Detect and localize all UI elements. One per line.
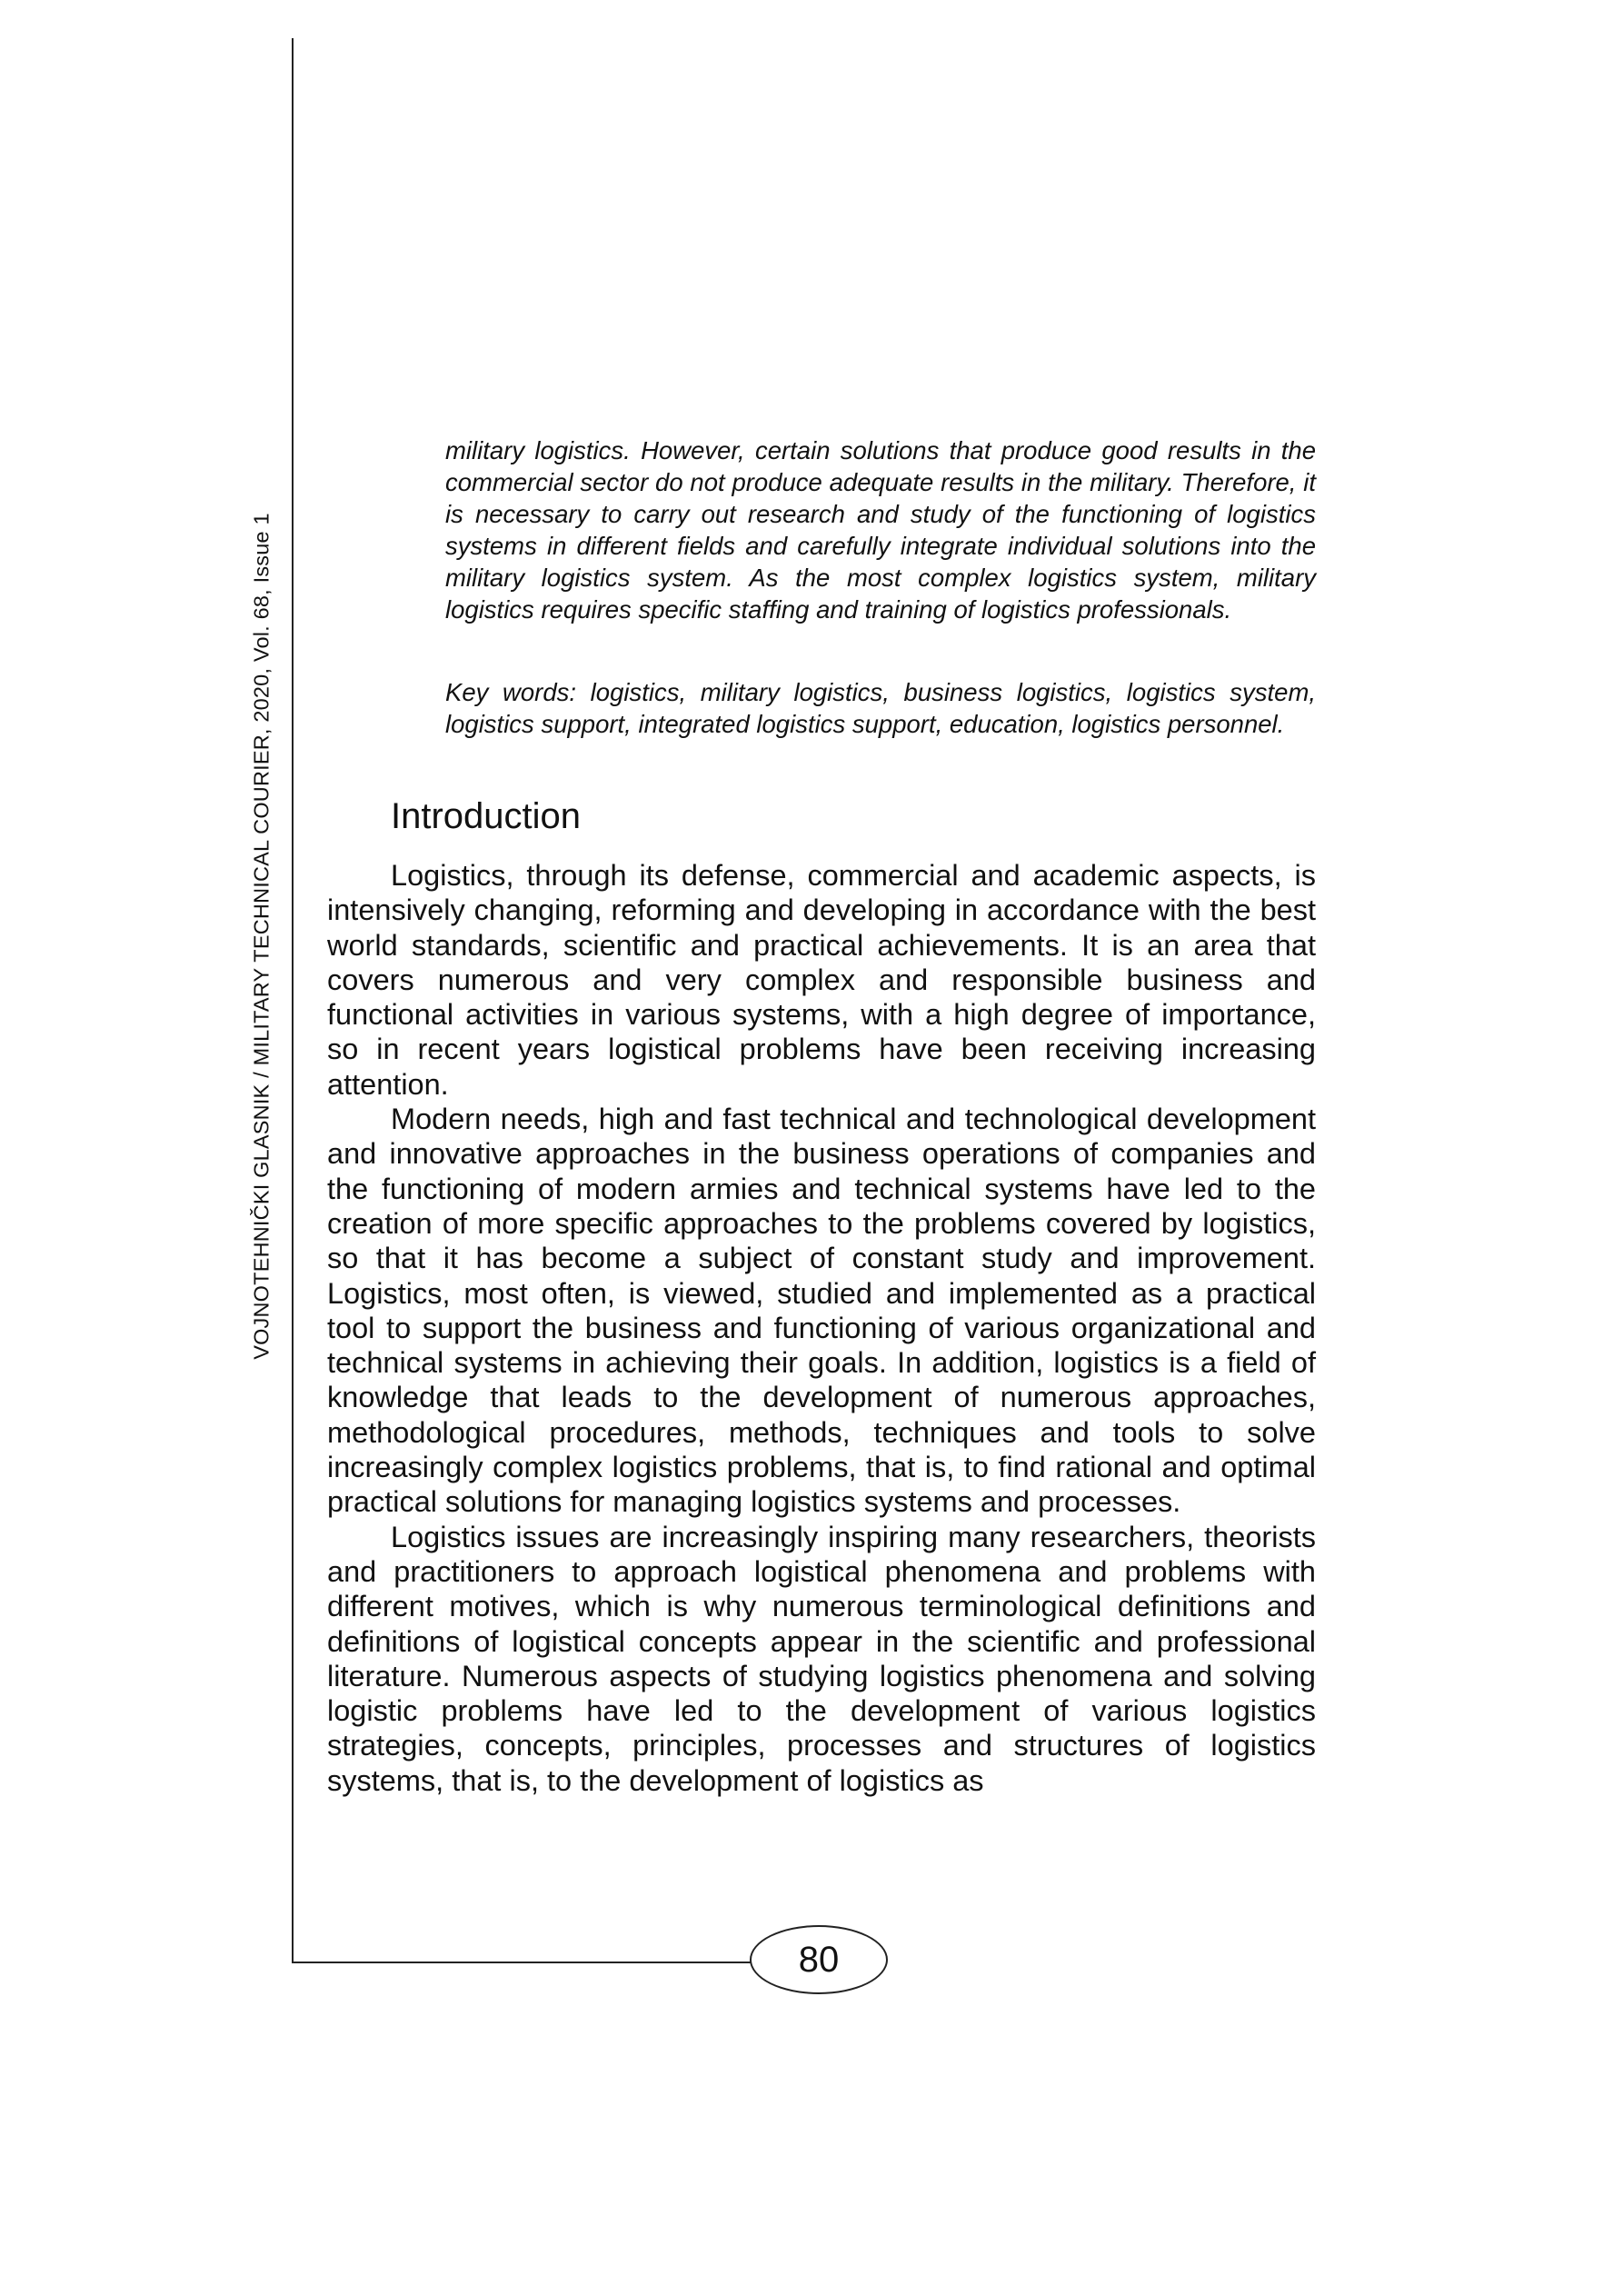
abstract-text: military logistics. However, certain solutions that produce good results in the commercial sector do not produce adequate results in the military. Therefore, it is necessary to carry out research and study of the functioning of logistics systems in different fields and carefully integrate individual solutions into the military logistics system. As the most complex logistics system, military logistics requires specific staffing and training of logistics professionals. <box>445 436 1316 624</box>
section-heading: Introduction <box>391 796 582 836</box>
paragraph: Modern needs, high and fast technical and technological development and innovative approaches in the business operations of companies and the functioning of modern armies and technical systems have led to the creation of more specific approaches to the problems covered by logistics, so that it has become a subject of constant study and improvement. Logistics, most often, is viewed, studied and implemented as a practical tool to support the business and functioning of various organizational and technical systems in achieving their goals. In addition, logistics is a field of knowledge that leads to the development of numerous approaches, methodological procedures, methods, techniques and tools to solve increasingly complex logistics problems, that is, to find rational and optimal practical solutions for managing logistics systems and processes. <box>327 1103 1316 1519</box>
keywords: Key words: logistics, military logistics, business logistics, logistics system, logistics support, integrated logistics support, education, logistics personnel. <box>445 678 1316 738</box>
paragraph: Logistics, through its defense, commercial and academic aspects, is intensively changing, reforming and developing in accordance with the best world standards, scientific and practical achievements. It is an area that covers numerous and very complex and responsible business and functional activities in various systems, with a high degree of importance, so in recent years logistical problems have been receiving increasing attention. <box>327 859 1316 1101</box>
paragraph: Logistics issues are increasingly inspiring many researchers, theorists and practitioners to approach logistical phenomena and problems with different motives, which is why numerous terminological definitions and definitions of logistical concepts appear in the scientific and professional literature. Numerous aspects of studying logistics phenomena and solving logistic problems have led to the development of various logistics strategies, concepts, principles, processes and structures of logistics systems, that is, to the development of logistics as <box>327 1520 1316 1797</box>
margin-rule-vertical <box>292 38 294 1963</box>
margin-rule-horizontal <box>292 1962 752 1963</box>
running-head: VOJNOTEHNIČKI GLASNIK / MILITARY TECHNICAL COURIER, 2020, Vol. 68, Issue 1 <box>249 513 274 1360</box>
page-number: 80 <box>750 1925 888 1994</box>
section-body <box>327 858 1316 1798</box>
